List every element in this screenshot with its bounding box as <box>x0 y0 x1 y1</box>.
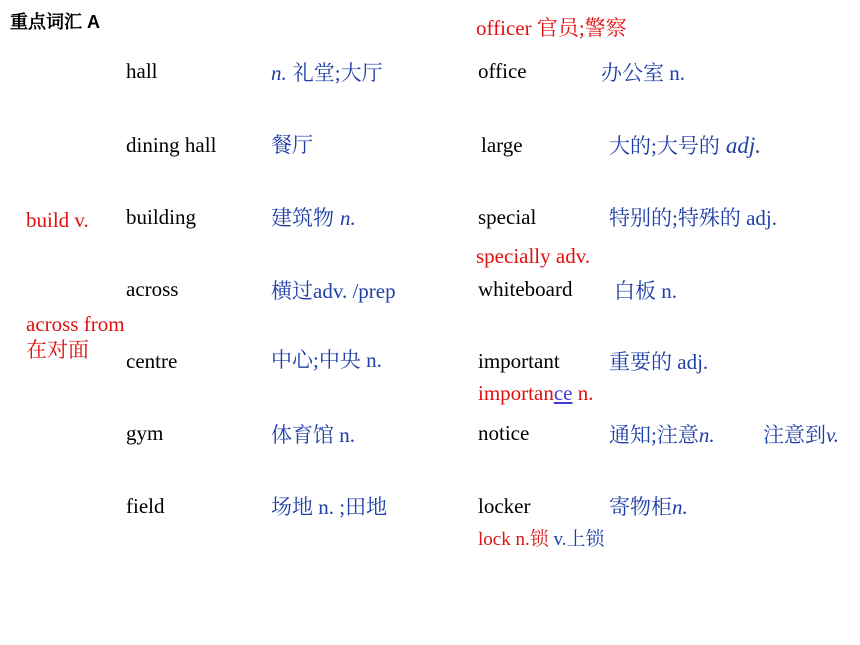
meaning-field: 场地 n. ;田地 <box>271 495 388 519</box>
word-office: office <box>478 59 527 83</box>
meaning-large-text: 大的;大号的 <box>609 134 720 158</box>
meaning-hall-text: 礼堂;大厅 <box>292 61 383 85</box>
pos-locker: n. <box>672 495 688 519</box>
word-building: building <box>126 205 197 229</box>
note-across-from: across from <box>26 312 125 336</box>
meaning-important: 重要的 adj. <box>609 350 709 374</box>
page-title: 重点词汇 A <box>10 12 100 32</box>
pos-notice-verb: v. <box>826 423 840 447</box>
word-important: important <box>478 349 560 373</box>
meaning-notice-extra: 注意到 <box>763 423 826 447</box>
note-importance <box>478 381 593 405</box>
meaning-notice <box>609 423 715 447</box>
note-lock <box>478 529 605 551</box>
word-locker: locker <box>478 494 531 518</box>
meaning-across: 横过adv. /prep <box>271 279 396 303</box>
meaning-whiteboard: 白板 n. <box>614 279 677 303</box>
word-hall: hall <box>126 59 158 83</box>
note-lock-noun: lock n.锁 <box>478 529 554 550</box>
meaning-building <box>271 206 356 230</box>
pos-large: adj. <box>725 133 761 158</box>
note-officer: officer 官员;警察 <box>476 16 627 40</box>
word-whiteboard: whiteboard <box>478 277 573 301</box>
word-special: special <box>478 205 537 229</box>
meaning-special: 特别的;特殊的 adj. <box>609 206 777 230</box>
word-gym: gym <box>126 421 164 445</box>
meaning-large <box>609 133 761 159</box>
pos-hall: n. <box>271 61 287 85</box>
meaning-building-text: 建筑物 <box>271 206 334 230</box>
meaning-hall <box>271 61 383 85</box>
meaning-locker-text: 寄物柜 <box>609 495 672 519</box>
word-dining-hall: dining hall <box>126 133 217 157</box>
note-across-from-cn: 在对面 <box>26 338 89 362</box>
note-lock-verb: v.上锁 <box>553 529 605 550</box>
note-importance-suffix: ce <box>553 381 573 405</box>
meaning-office: 办公室 n. <box>601 61 685 85</box>
meaning-locker <box>609 495 688 519</box>
word-field: field <box>126 494 165 518</box>
word-notice: notice <box>478 421 530 445</box>
note-build: build v. <box>26 208 89 232</box>
pos-notice: n. <box>698 423 715 447</box>
pos-building: n. <box>340 206 356 230</box>
meaning-centre: 中心;中央 n. <box>271 348 382 372</box>
meaning-notice-text: 通知;注意 <box>609 423 699 447</box>
note-importance-stem: importan <box>478 381 554 405</box>
meaning-dining-hall: 餐厅 <box>271 133 313 157</box>
note-importance-pos: n. <box>572 381 594 405</box>
note-specially: specially adv. <box>476 244 591 268</box>
word-large: large <box>481 133 523 157</box>
word-across: across <box>126 277 179 301</box>
meaning-notice-verb <box>763 423 839 447</box>
word-centre: centre <box>126 349 178 373</box>
meaning-gym: 体育馆 n. <box>271 423 355 447</box>
